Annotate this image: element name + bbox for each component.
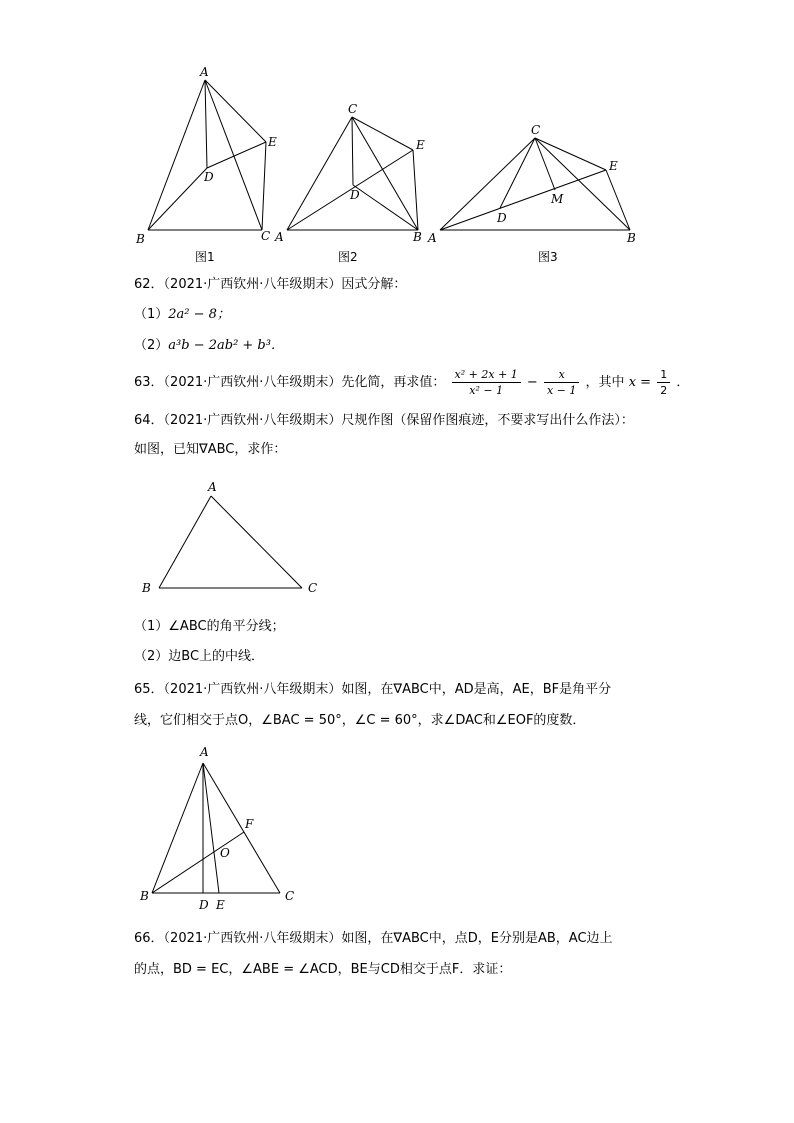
fig2-label-E: E bbox=[416, 138, 425, 152]
q63-minus: − bbox=[526, 375, 538, 390]
figure-3 bbox=[440, 138, 630, 230]
q63-fraction-1-numerator: x² + 2x + 1 bbox=[452, 367, 521, 383]
fig2-label-D: D bbox=[350, 188, 360, 202]
fig1-label-C: C bbox=[261, 229, 271, 243]
q63-fraction-2 bbox=[544, 367, 579, 398]
q62-part-2 bbox=[134, 337, 284, 355]
fig2-label-B: B bbox=[413, 230, 422, 244]
q62-header: 62．（2021·广西钦州·八年级期末）因式分解： bbox=[134, 277, 407, 292]
figure-1 bbox=[148, 80, 266, 230]
q65-label-C: C bbox=[285, 889, 295, 903]
q65-label-A: A bbox=[200, 745, 209, 759]
q63-line bbox=[134, 366, 689, 400]
q64-line-1: 64．（2021·广西钦州·八年级期末）尺规作图（保留作图痕迹，不要求写出什么作法）： bbox=[134, 413, 634, 428]
q65-label-O: O bbox=[220, 846, 230, 860]
q62-part-1-expression: 2a² − 8； bbox=[168, 307, 230, 322]
fig2-label-C: C bbox=[348, 102, 358, 116]
fig1-label-E: E bbox=[268, 135, 277, 149]
fig1-label-B: B bbox=[136, 232, 145, 246]
q63-fraction-2-denominator: x − 1 bbox=[546, 384, 577, 397]
q63-prefix: 63．（2021·广西钦州·八年级期末）先化简，再求值： bbox=[134, 375, 446, 390]
q63-end: ． bbox=[676, 375, 690, 390]
fig3-label-B: B bbox=[627, 231, 636, 245]
q63-fraction-1 bbox=[452, 367, 521, 398]
q63-fraction-1-denominator: x² − 1 bbox=[469, 384, 504, 397]
q63-middle: ，其中 bbox=[585, 375, 625, 390]
q62-part-1 bbox=[134, 306, 230, 324]
q64-line-2: 如图，已知∇ABC，求作： bbox=[134, 442, 287, 457]
q63-x-equals: x = bbox=[628, 375, 652, 390]
fig1-label-A: A bbox=[200, 65, 209, 79]
fig2-label-A: A bbox=[275, 230, 284, 244]
q64-label-A: A bbox=[208, 480, 217, 494]
q64-label-C: C bbox=[308, 581, 318, 595]
q62-part-2-prefix: （2） bbox=[134, 338, 169, 353]
q64-part-1: （1）∠ABC的角平分线； bbox=[134, 619, 285, 634]
q64-label-B: B bbox=[142, 581, 151, 595]
q62-part-2-expression: a³b − 2ab² + b³． bbox=[168, 338, 284, 353]
fig3-label-M: M bbox=[551, 192, 564, 206]
q66-line-1: 66．（2021·广西钦州·八年级期末）如图，在∇ABC中，点D，E分别是AB，AC边上 bbox=[134, 931, 613, 946]
fig3-label-C: C bbox=[531, 123, 541, 137]
fig2-caption: 图2 bbox=[338, 250, 358, 264]
q65-label-B: B bbox=[140, 889, 149, 903]
q65-label-D: D bbox=[199, 898, 209, 912]
top-figures bbox=[0, 0, 794, 270]
q63-fraction-3 bbox=[657, 367, 670, 398]
q65-figure bbox=[130, 740, 310, 915]
q65-label-E: E bbox=[216, 898, 225, 912]
fig1-label-D: D bbox=[204, 170, 214, 184]
figure-2 bbox=[287, 117, 418, 230]
q65-line-1: 65．（2021·广西钦州·八年级期末）如图，在∇ABC中，AD是高，AE，BF是角平分 bbox=[134, 682, 612, 697]
q65-label-F: F bbox=[245, 817, 254, 831]
q64-figure bbox=[130, 474, 340, 599]
fig3-label-D: D bbox=[497, 211, 507, 225]
fig3-label-E: E bbox=[609, 159, 618, 173]
fig1-caption: 图1 bbox=[195, 250, 215, 264]
q63-fraction-3-denominator: 2 bbox=[660, 384, 668, 397]
q66-line-2: 的点，BD = EC，∠ABE = ∠ACD，BE与CD相交于点F．求证： bbox=[134, 962, 512, 977]
q63-fraction-2-numerator: x bbox=[544, 367, 579, 383]
fig3-caption: 图3 bbox=[538, 250, 558, 264]
fig3-label-A: A bbox=[428, 231, 437, 245]
q65-line-2: 线，它们相交于点O，∠BAC = 50°，∠C = 60°，求∠DAC和∠EOF的度数． bbox=[134, 713, 586, 728]
q64-part-2: （2）边BC上的中线． bbox=[134, 649, 265, 664]
q63-fraction-3-numerator: 1 bbox=[657, 367, 670, 383]
q62-part-1-prefix: （1） bbox=[134, 307, 169, 322]
